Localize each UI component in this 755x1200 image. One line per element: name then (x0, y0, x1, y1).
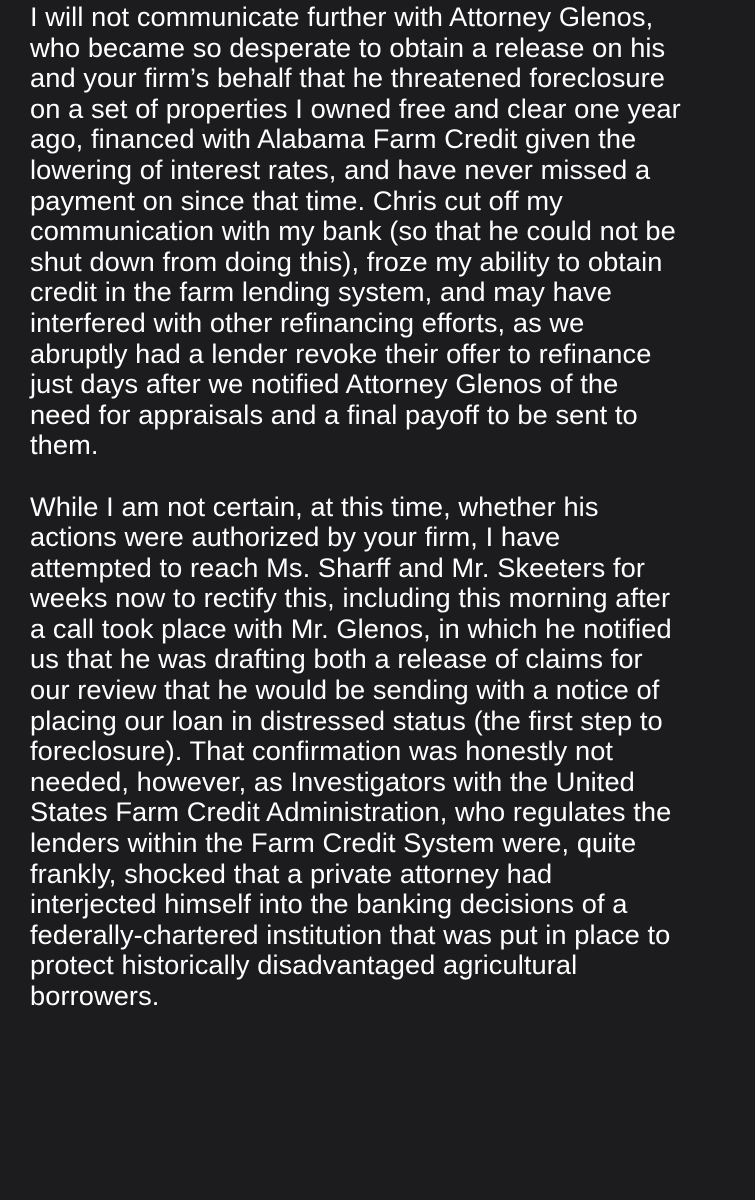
paragraph-2: While I am not certain, at this time, whether his actions were authorized by your firm, I have attempted to reach Ms. Sharff and Mr. Skeeters for weeks now to rectify this, including this morning after a call took place with Mr. Glenos, in which he notified us that he was drafting both a release of claims for our review that he would be sending with a notice of placing our loan in distressed status (the first step to foreclosure). That confirmation was honestly not needed, however, as Investigators with the United States Farm Credit Administration, who regulates the lenders within the Farm Credit System were, quite frankly, shocked that a private attorney had interjected himself into the banking decisions of a federally-chartered institution that was put in place to protect historically disadvantaged agricultural borrowers. (30, 490, 672, 1011)
paragraph-1: I will not communicate further with Attorney Glenos, who became so desperate to obtain a release on his and your firm’s behalf that he threatened foreclosure on a set of properties I owned free and clear one year ago, financed with Alabama Farm Credit given the lowering of interest rates, and have never missed a payment on since that time. Chris cut off my communication with my bank (so that he could not be shut down from doing this), froze my ability to obtain credit in the farm lending system, and may have interfered with other refinancing efforts, as we abruptly had a lender revoke their offer to refinance just days after we notified Attorney Glenos of the need for appraisals and a final payoff to be sent to them. (30, 1, 681, 461)
document-body (30, 2, 745, 1012)
